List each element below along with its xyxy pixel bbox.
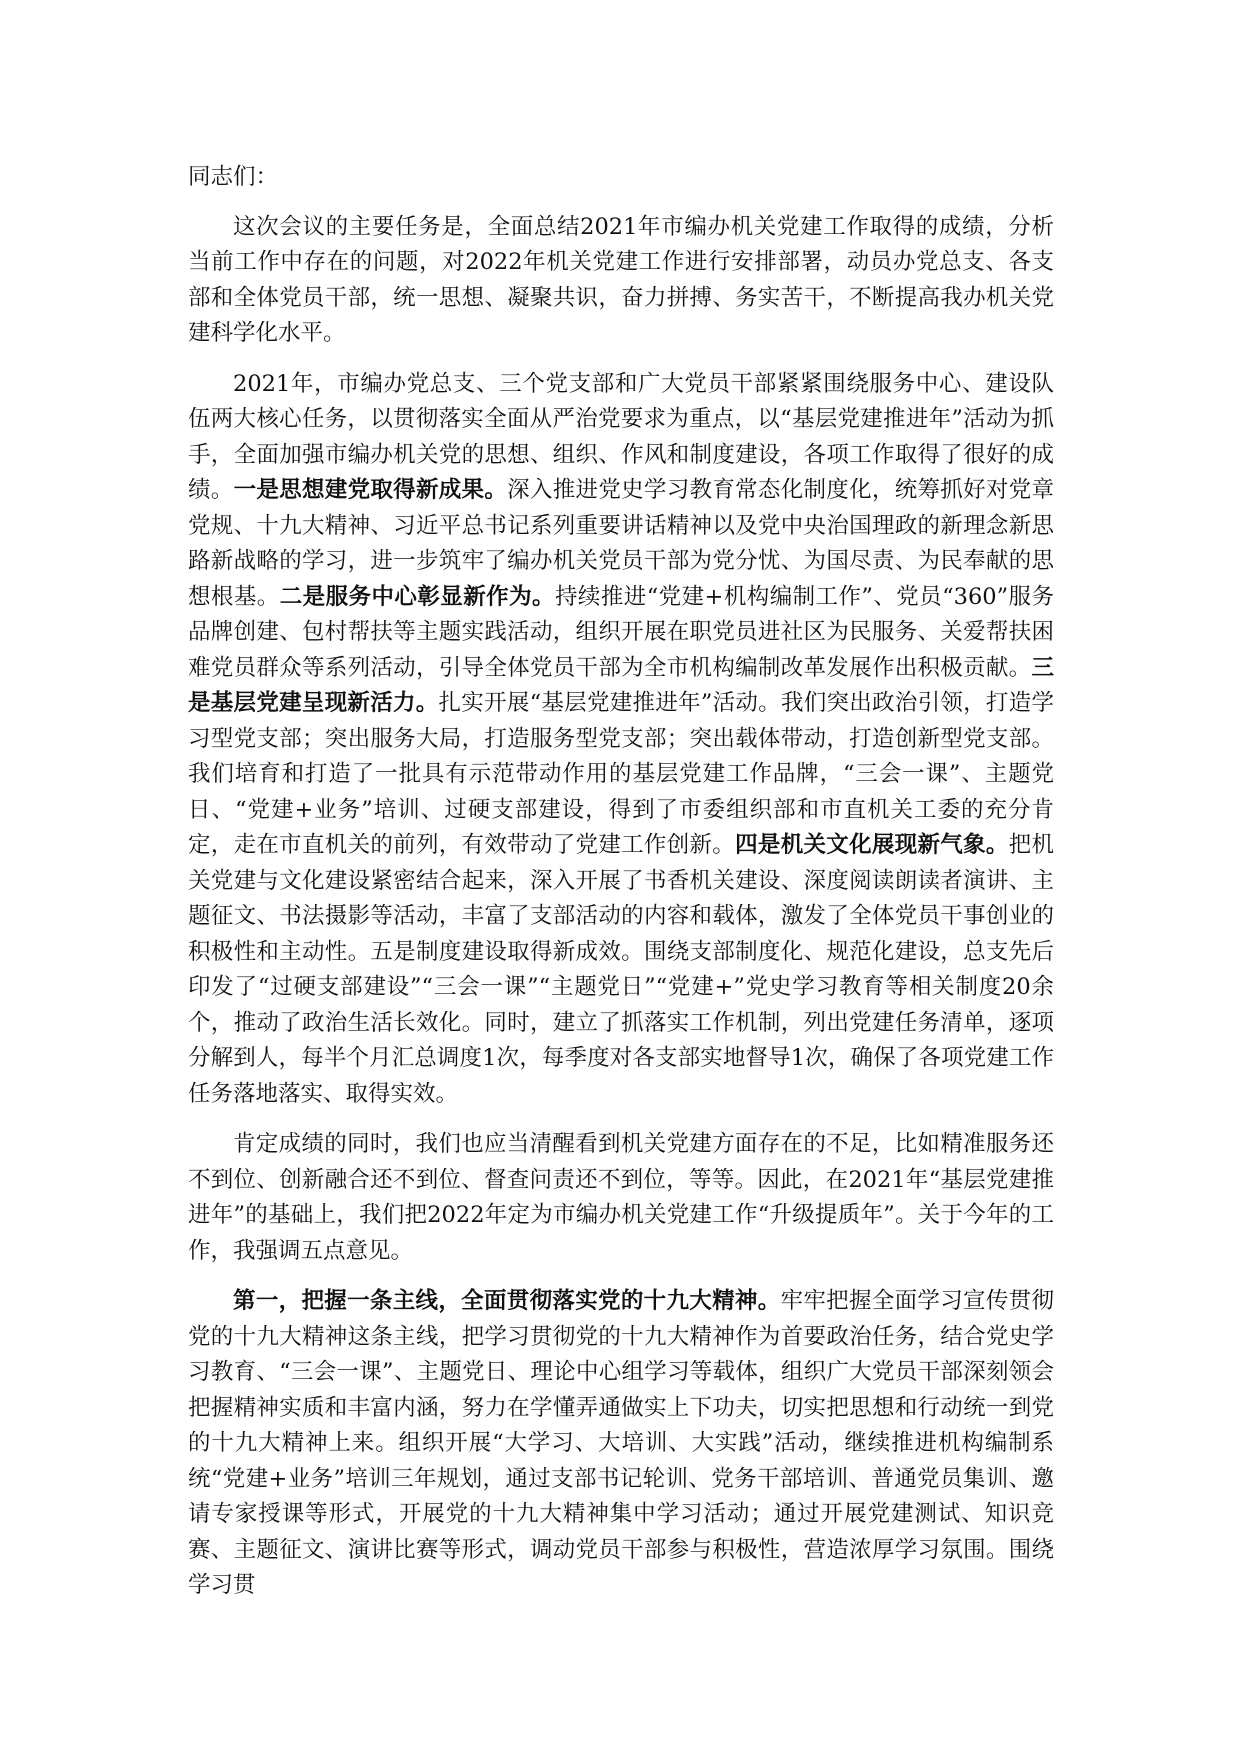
paragraph-text: 这次会议的主要任务是，全面总结2021年市编办机关党建工作取得的成绩，分析当前工作中存在的问题，对2022年机关党建工作进行安排部署，动员办党总支、各支部和全体党员干部，统一思想、凝聚共识，奋力拼搏、务实苦干，不断提高我办机关党建科学化水平。 — [188, 213, 1054, 346]
highlight-heading: 三是基层党建呈现新活力。 — [188, 654, 1054, 716]
paragraph-achievements — [188, 367, 1054, 1113]
highlight-heading: 二是服务中心彰显新作为。 — [279, 583, 555, 610]
paragraph-text: 扎实开展“基层党建推进年”活动。我们突出政治引领，打造学习型党支部；突出服务大局，打造服务型党支部；突出载体带动，打造创新型党支部。我们培育和打造了一批具有示范带动作用的基层党建工作品牌，“三会一课”、主题党日、“党建+业务”培训、过硬支部建设，得到了市委组织部和市直机关工委的充分肯定，走在市直机关的前列，有效带动了党建工作创新。 — [188, 690, 1054, 858]
paragraph-text: 深入推进党史学习教育常态化制度化，统筹抓好对党章党规、十九大精神、习近平总书记系列重要讲话精神以及党中央治国理政的新理念新思路新战略的学习，进一步筑牢了编办机关党员干部为党分忧、为国尽责、为民奉献的思想根基。 — [188, 477, 1054, 610]
paragraph-shortcomings — [188, 1127, 1054, 1269]
paragraph-text: 肯定成绩的同时，我们也应当清醒看到机关党建方面存在的不足，比如精准服务还不到位、创新融合还不到位、督查问责还不到位，等等。因此，在2021年“基层党建推进年”的基础上，我们把2022年定为市编办机关党建工作“升级提质年”。关于今年的工作，我强调五点意见。 — [188, 1131, 1054, 1264]
highlight-heading: 一是思想建党取得新成果。 — [233, 477, 508, 503]
paragraph-text: 持续推进“党建+机构编制工作”、党员“360”服务品牌创建、包村帮扶等主题实践活动，组织开展在职党员进社区为民服务、关爱帮扶困难党员群众等系列活动，引导全体党员干部为全市机构编制改革发展作出积极贡献。 — [188, 583, 1054, 681]
paragraph-text: 把机关党建与文化建设紧密结合起来，深入开展了书香机关建设、深度阅读朗读者演讲、主题征文、书法摄影等活动，丰富了支部活动的内容和载体，激发了全体党员干事创业的积极性和主动性。五是制度建设取得新成效。围绕支部制度化、规范化建设，总支先后印发了“过硬支部建设”“三会一课”“主题党日”“党建+”党史学习教育等相关制度20余个，推动了政治生活长效化。同时，建立了抓落实工作机制，列出党建任务清单，逐项分解到人，每半个月汇总调度1次，每季度对各支部实地督导1次，确保了各项党建工作任务落地落实、取得实效。 — [188, 832, 1054, 1107]
highlight-heading: 四是机关文化展现新气象。 — [735, 832, 1009, 858]
paragraph-text: 牢牢把握全面学习宣传贯彻党的十九大精神这条主线，把学习贯彻党的十九大精神作为首要政治任务，结合党史学习教育、“三会一课”、主题党日、理论中心组学习等载体，组织广大党员干部深刻领会把握精神实质和丰富内涵，努力在学懂弄通做实上下功夫，切实把思想和行动统一到党的十九大精神上来。组织开展“大学习、大培训、大实践”活动，继续推进机构编制系统“党建+业务”培训三年规划，通过支部书记轮训、党务干部培训、普通党员集训、邀请专家授课等形式，开展党的十九大精神集中学习活动；通过开展党建测试、知识竞赛、主题征文、演讲比赛等形式，调动党员干部参与积极性，营造浓厚学习氛围。围绕学习贯 — [188, 1288, 1054, 1598]
paragraph-text: 2021年，市编办党总支、三个党支部和广大党员干部紧紧围绕服务中心、建设队伍两大核心任务，以贯彻落实全面从严治党要求为重点，以“基层党建推进年”活动为抓手，全面加强市编办机关党的思想、组织、作风和制度建设，各项工作取得了很好的成绩。 — [188, 370, 1054, 503]
document-body — [188, 160, 1054, 1619]
salutation: 同志们： — [188, 164, 279, 190]
highlight-heading: 第一，把握一条主线，全面贯彻落实党的十九大精神。 — [233, 1288, 781, 1314]
paragraph-first-point — [188, 1284, 1054, 1604]
paragraph-intro — [188, 210, 1054, 352]
